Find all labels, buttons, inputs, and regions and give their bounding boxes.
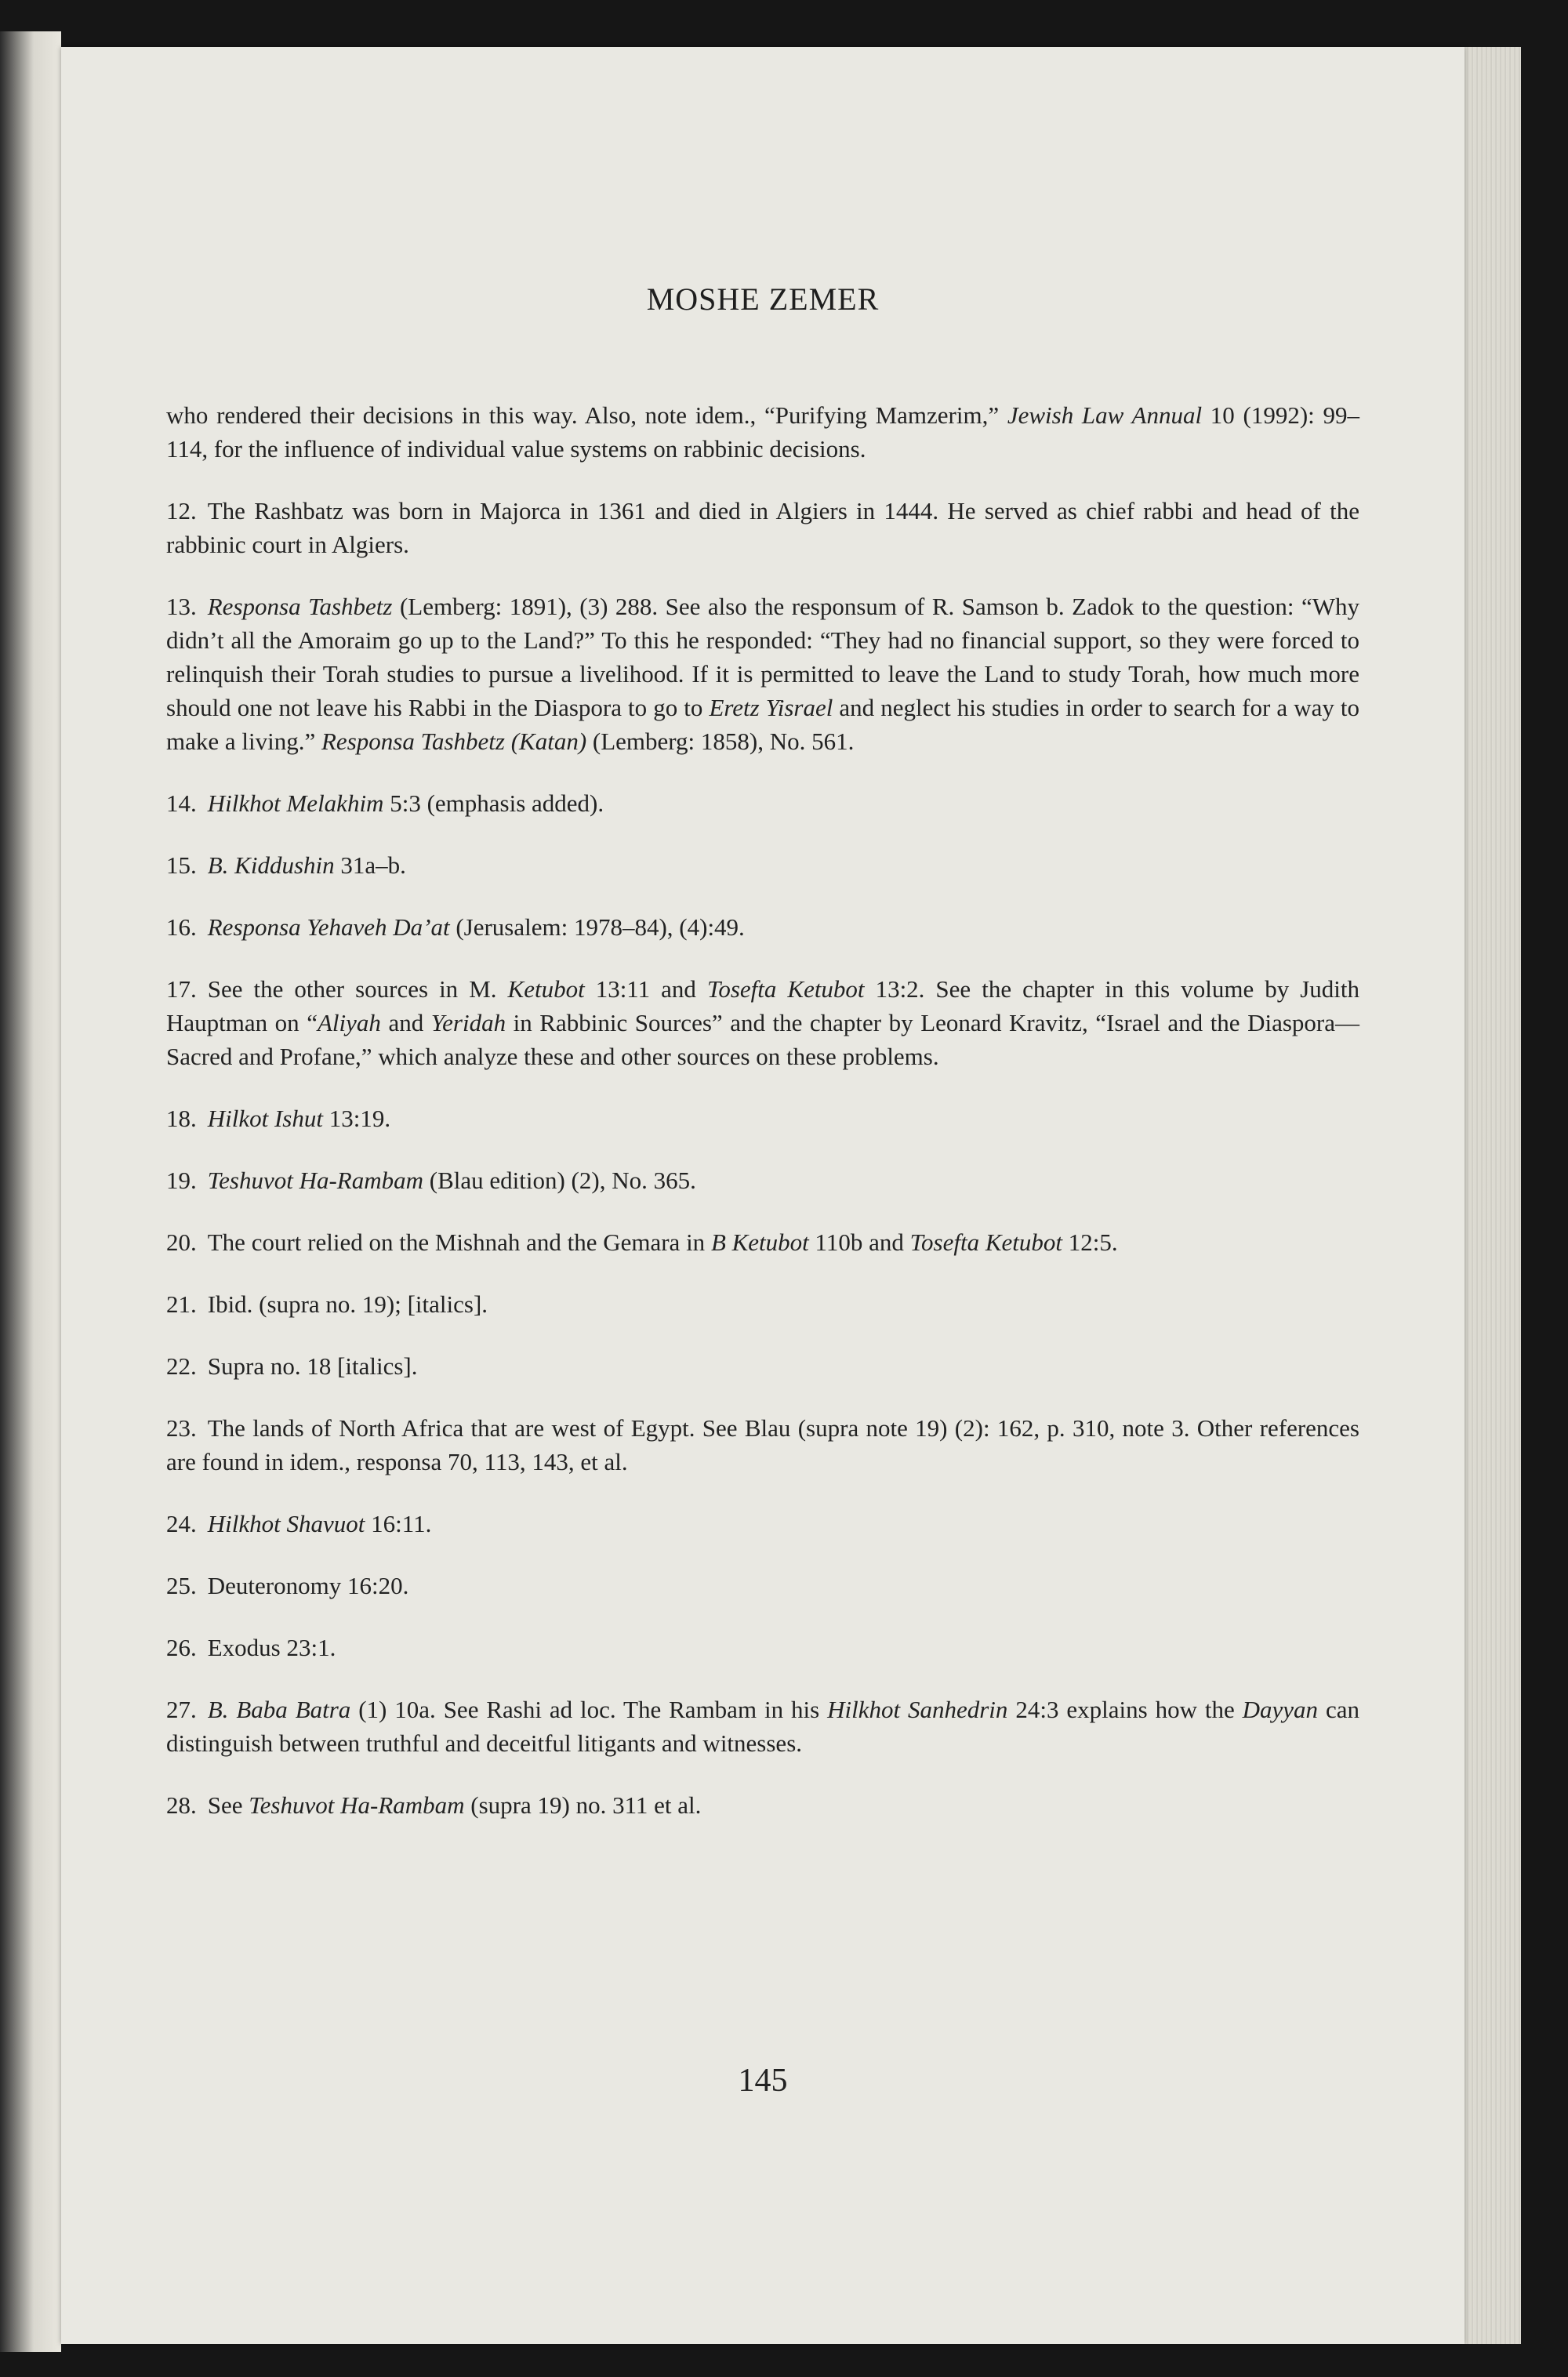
endnote-text: and (380, 1009, 431, 1036)
endnote-text: in Rabbinic Sources” and the chapter by Leonard Kravitz, “Israel and the Diaspora—Sacred and Profane,” which analyze these and other sources on these problems. (166, 1009, 1360, 1070)
endnote-text: Deuteronomy 16:20. (207, 1572, 409, 1599)
endnote (166, 972, 1359, 1073)
endnote-text: (Jerusalem: 1978–84), (4):49. (449, 913, 745, 941)
endnote (166, 1163, 1359, 1197)
endnote-title-italic: Responsa Tashbetz (207, 593, 393, 620)
endnote-text: (1) 10a. See Rashi ad loc. The Rambam in his (350, 1696, 828, 1723)
endnote-title-italic: Tosefta Ketubot (706, 975, 865, 1003)
endnote-title-italic: Yeridah (430, 1009, 506, 1036)
endnote-number: 24. (166, 1510, 197, 1537)
running-head: MOSHE ZEMER (646, 281, 880, 317)
endnote-title-italic: Aliyah (317, 1009, 381, 1036)
endnote-text: (Lemberg: 1858), No. 561. (586, 728, 855, 755)
endnote (166, 1631, 1359, 1664)
endnote-number: 25. (166, 1572, 197, 1599)
endnote-number: 12. (166, 497, 197, 524)
endnote-number: 19. (166, 1167, 197, 1194)
endnote-number: 22. (166, 1352, 197, 1380)
endnote (166, 1225, 1359, 1259)
endnote (166, 398, 1359, 466)
endnote-title-italic: Teshuvot Ha-Rambam (249, 1791, 465, 1819)
endnote-title-italic: B. Kiddushin (207, 851, 335, 879)
endnote (166, 1101, 1359, 1135)
endnote-text: 13:11 and (584, 975, 707, 1003)
endnote-title-italic: Hilkot Ishut (207, 1105, 323, 1132)
endnote-text: 110b and (808, 1228, 910, 1256)
endnote (166, 910, 1359, 944)
endnote-text: 12:5. (1062, 1228, 1118, 1256)
endnotes (166, 398, 1359, 1850)
endnote (166, 1788, 1359, 1822)
endnote-number: 17. (166, 975, 197, 1003)
endnote-text: 13:2. See the chapter in this volume by Judith Hauptman on “ (166, 975, 1359, 1036)
endnote-number: 13. (166, 593, 197, 620)
endnote-title-italic: Hilkhot Melakhim (207, 789, 384, 817)
endnote-number: 20. (166, 1228, 197, 1256)
endnote-number: 14. (166, 789, 197, 817)
endnote-number: 16. (166, 913, 197, 941)
endnote (166, 1693, 1359, 1760)
endnote (166, 786, 1359, 820)
endnote-text: Supra no. 18 [italics]. (207, 1352, 418, 1380)
endnote-title-italic: Teshuvot Ha-Rambam (207, 1167, 424, 1194)
endnote-title-italic: Responsa Yehaveh Da’at (207, 913, 450, 941)
endnote-title-italic: Hilkhot Sanhedrin (827, 1696, 1008, 1723)
endnote-text: who rendered their decisions in this way. Also, note idem., “Purifying Mamzerim,” (166, 401, 1007, 429)
endnote-title-italic: Ketubot (507, 975, 585, 1003)
endnote (166, 494, 1359, 561)
endnote-text: can distinguish between truthful and deceitful litigants and witnesses. (166, 1696, 1359, 1757)
endnote-title-italic: Hilkhot Shavuot (207, 1510, 365, 1537)
endnote-title-italic: B Ketubot (710, 1228, 809, 1256)
endnote-title-italic: Dayyan (1242, 1696, 1319, 1723)
endnote (166, 1287, 1359, 1321)
endnote (166, 1411, 1359, 1479)
endnote (166, 848, 1359, 882)
endnote-title-italic: Responsa Tashbetz (Katan) (321, 728, 587, 755)
endnote-text: The lands of North Africa that are west of Egypt. See Blau (supra note 19) (2): 162, p. 310, note 3. Other references are found in idem., responsa 70, 113, 143, et al. (166, 1414, 1359, 1475)
endnote-number: 18. (166, 1105, 197, 1132)
book-page (61, 47, 1465, 2344)
endnote-text: See (207, 1791, 249, 1819)
endnote-text: and neglect his studies in order to search for a way to make a living.” (166, 694, 1360, 755)
endnote-title-italic: Tosefta Ketubot (909, 1228, 1063, 1256)
endnote-title-italic: Jewish Law Annual (1007, 401, 1203, 429)
endnote-text: (Lemberg: 1891), (3) 288. See also the responsum of R. Samson b. Zadok to the question: “Why didn’t all the Amoraim go up to the Land?” To this he responded: “They had no financial support, so they were forced to relinquish their Torah studies to pursue a livelihood. If it is permitted to leave the Land to study Torah, how much more should one not leave his Rabbi in the Diaspora to go to (166, 593, 1359, 721)
endnote-number: 21. (166, 1290, 197, 1318)
endnote-text: 16:11. (365, 1510, 432, 1537)
endnote-number: 23. (166, 1414, 197, 1442)
book-spine (0, 31, 61, 2352)
endnote-number: 26. (166, 1634, 197, 1661)
endnote-number: 15. (166, 851, 197, 879)
endnote-number: 27. (166, 1696, 197, 1723)
endnote-number: 28. (166, 1791, 197, 1819)
endnote-text: 10 (1992): 99–114, for the influence of individual value systems on rabbinic decisions. (166, 401, 1359, 463)
endnote-text: 13:19. (323, 1105, 391, 1132)
page-number: 145 (738, 2063, 788, 2099)
endnote-text: Exodus 23:1. (207, 1634, 336, 1661)
endnote (166, 1507, 1359, 1541)
endnote-title-italic: B. Baba Batra (207, 1696, 351, 1723)
endnote-text: See the other sources in M. (207, 975, 508, 1003)
endnote-text: 24:3 explains how the (1007, 1696, 1243, 1723)
page-edges (1460, 47, 1521, 2344)
endnote-text: 31a–b. (334, 851, 406, 879)
endnote-text: The Rashbatz was born in Majorca in 1361 and died in Algiers in 1444. He served as chief rabbi and head of the rabbinic court in Algiers. (166, 497, 1359, 558)
endnote-text: 5:3 (emphasis added). (383, 789, 604, 817)
endnote-title-italic: Eretz Yisrael (709, 694, 833, 721)
endnote (166, 1349, 1359, 1383)
endnote-text: (Blau edition) (2), No. 365. (423, 1167, 696, 1194)
endnote-text: The court relied on the Mishnah and the Gemara in (207, 1228, 711, 1256)
endnote-text: (supra 19) no. 311 et al. (464, 1791, 702, 1819)
endnote (166, 1569, 1359, 1602)
endnote (166, 590, 1359, 758)
endnote-text: Ibid. (supra no. 19); [italics]. (207, 1290, 488, 1318)
